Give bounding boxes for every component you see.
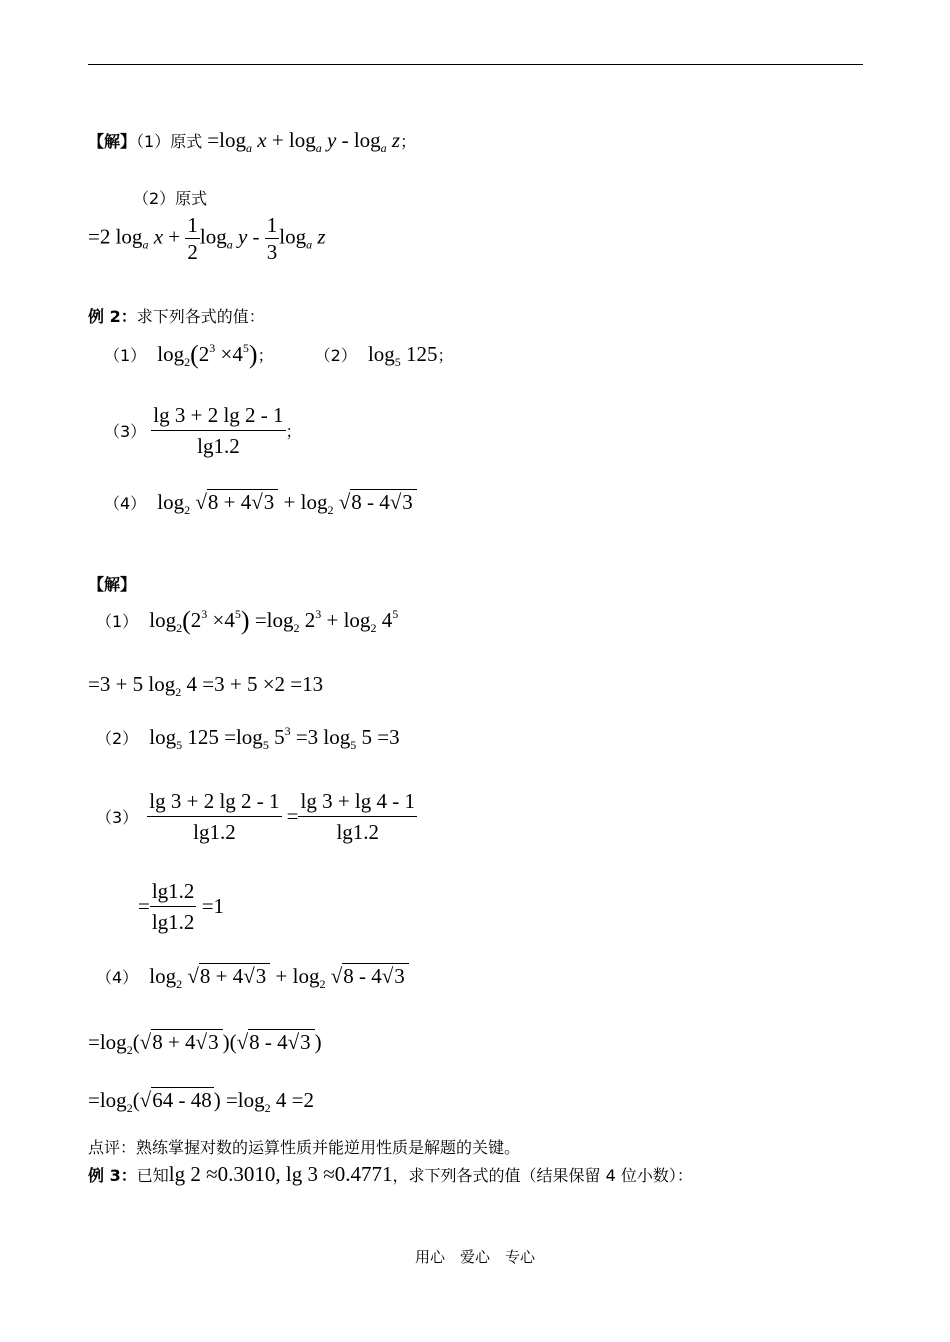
solution-2-step-4c: $=\log_2(√64 - 48) =\log_2$ 4 =2 [88,1088,314,1115]
solution-2-item-1: （1） $\log_2(2^3 \times 4^5) =\log_2$ $2^3 + \log_2 4^5$ [96,606,399,635]
example-3-line: 例 3：已知lg 2 ≈0.3010, lg 3 ≈0.4771，求下列各式的值（结果保留 4 位小数）： [88,1162,693,1186]
formula-2: =2 $\log_a x$ + $\frac{1}{2}$ $\log_a y$ - $\frac{1}{3}$ $\log_a z$ [88,213,326,264]
solution-2-step-3b: = $\frac{\lg 1.2}{\lg 1.2}$ =1 [138,879,225,934]
comment-text: 点评：熟练掌握对数的运算性质并能逆用性质是解题的关键。 [88,1138,521,1157]
page-footer: 用心 爱心 专心 [414,1248,535,1266]
solution-2-item-2: （2） $\log_5 125 =\log_5$ $5^3 =3$ $\log_5 5 =3$ [96,724,400,752]
formula-1: $=\log_a$ $x + \log_a y - \log_a z$ [207,128,401,155]
solution-2-label: 【解】 [88,575,137,594]
sub-label-2: （2）原式 [133,189,208,208]
solution-1-line: 【解】（1）原式 $=\log_a$ $x + \log_a y - \log_a z$； [88,128,417,155]
example-2-item-4: （4） $\log_2 √8 + 4√3 + \log_2 √8 - 4√3$ [104,490,417,518]
solve-label: 【解】 [88,132,137,151]
solution-2-step-4b: $=\log_2(√8 + 4√3$ )(√8 - 4√3 ) [88,1030,322,1057]
solution-2-item-4: （4） $\log_2 √8 + 4√3 + \log_2 √8 - 4√3$ [96,964,409,992]
example-2-item-1: （1） $\log_2(2^3 \times 4^5)$； （2） $\log_5 125$； [104,340,454,369]
example-2-heading: 例 2：求下列各式的值： [88,307,265,326]
example-2-item-3: （3） $\frac{\lg 3 + 2 \lg 2 - 1}{\lg 1.2}$ ； [104,403,302,458]
solution-2-item-3: （3） $\frac{\lg 3 + 2 \lg 2 - 1}{\lg 1.2}$ = $\frac{\lg 3 + \lg 4 - 1}{\lg 1.2}$ [96,789,415,844]
solution-2-step-1b: =3 + 5 $\log_2 4 =3 + 5 \times 2 =13$ [88,672,324,699]
sub-label-1: （1）原式 [136,132,203,151]
header-rule [88,64,863,65]
